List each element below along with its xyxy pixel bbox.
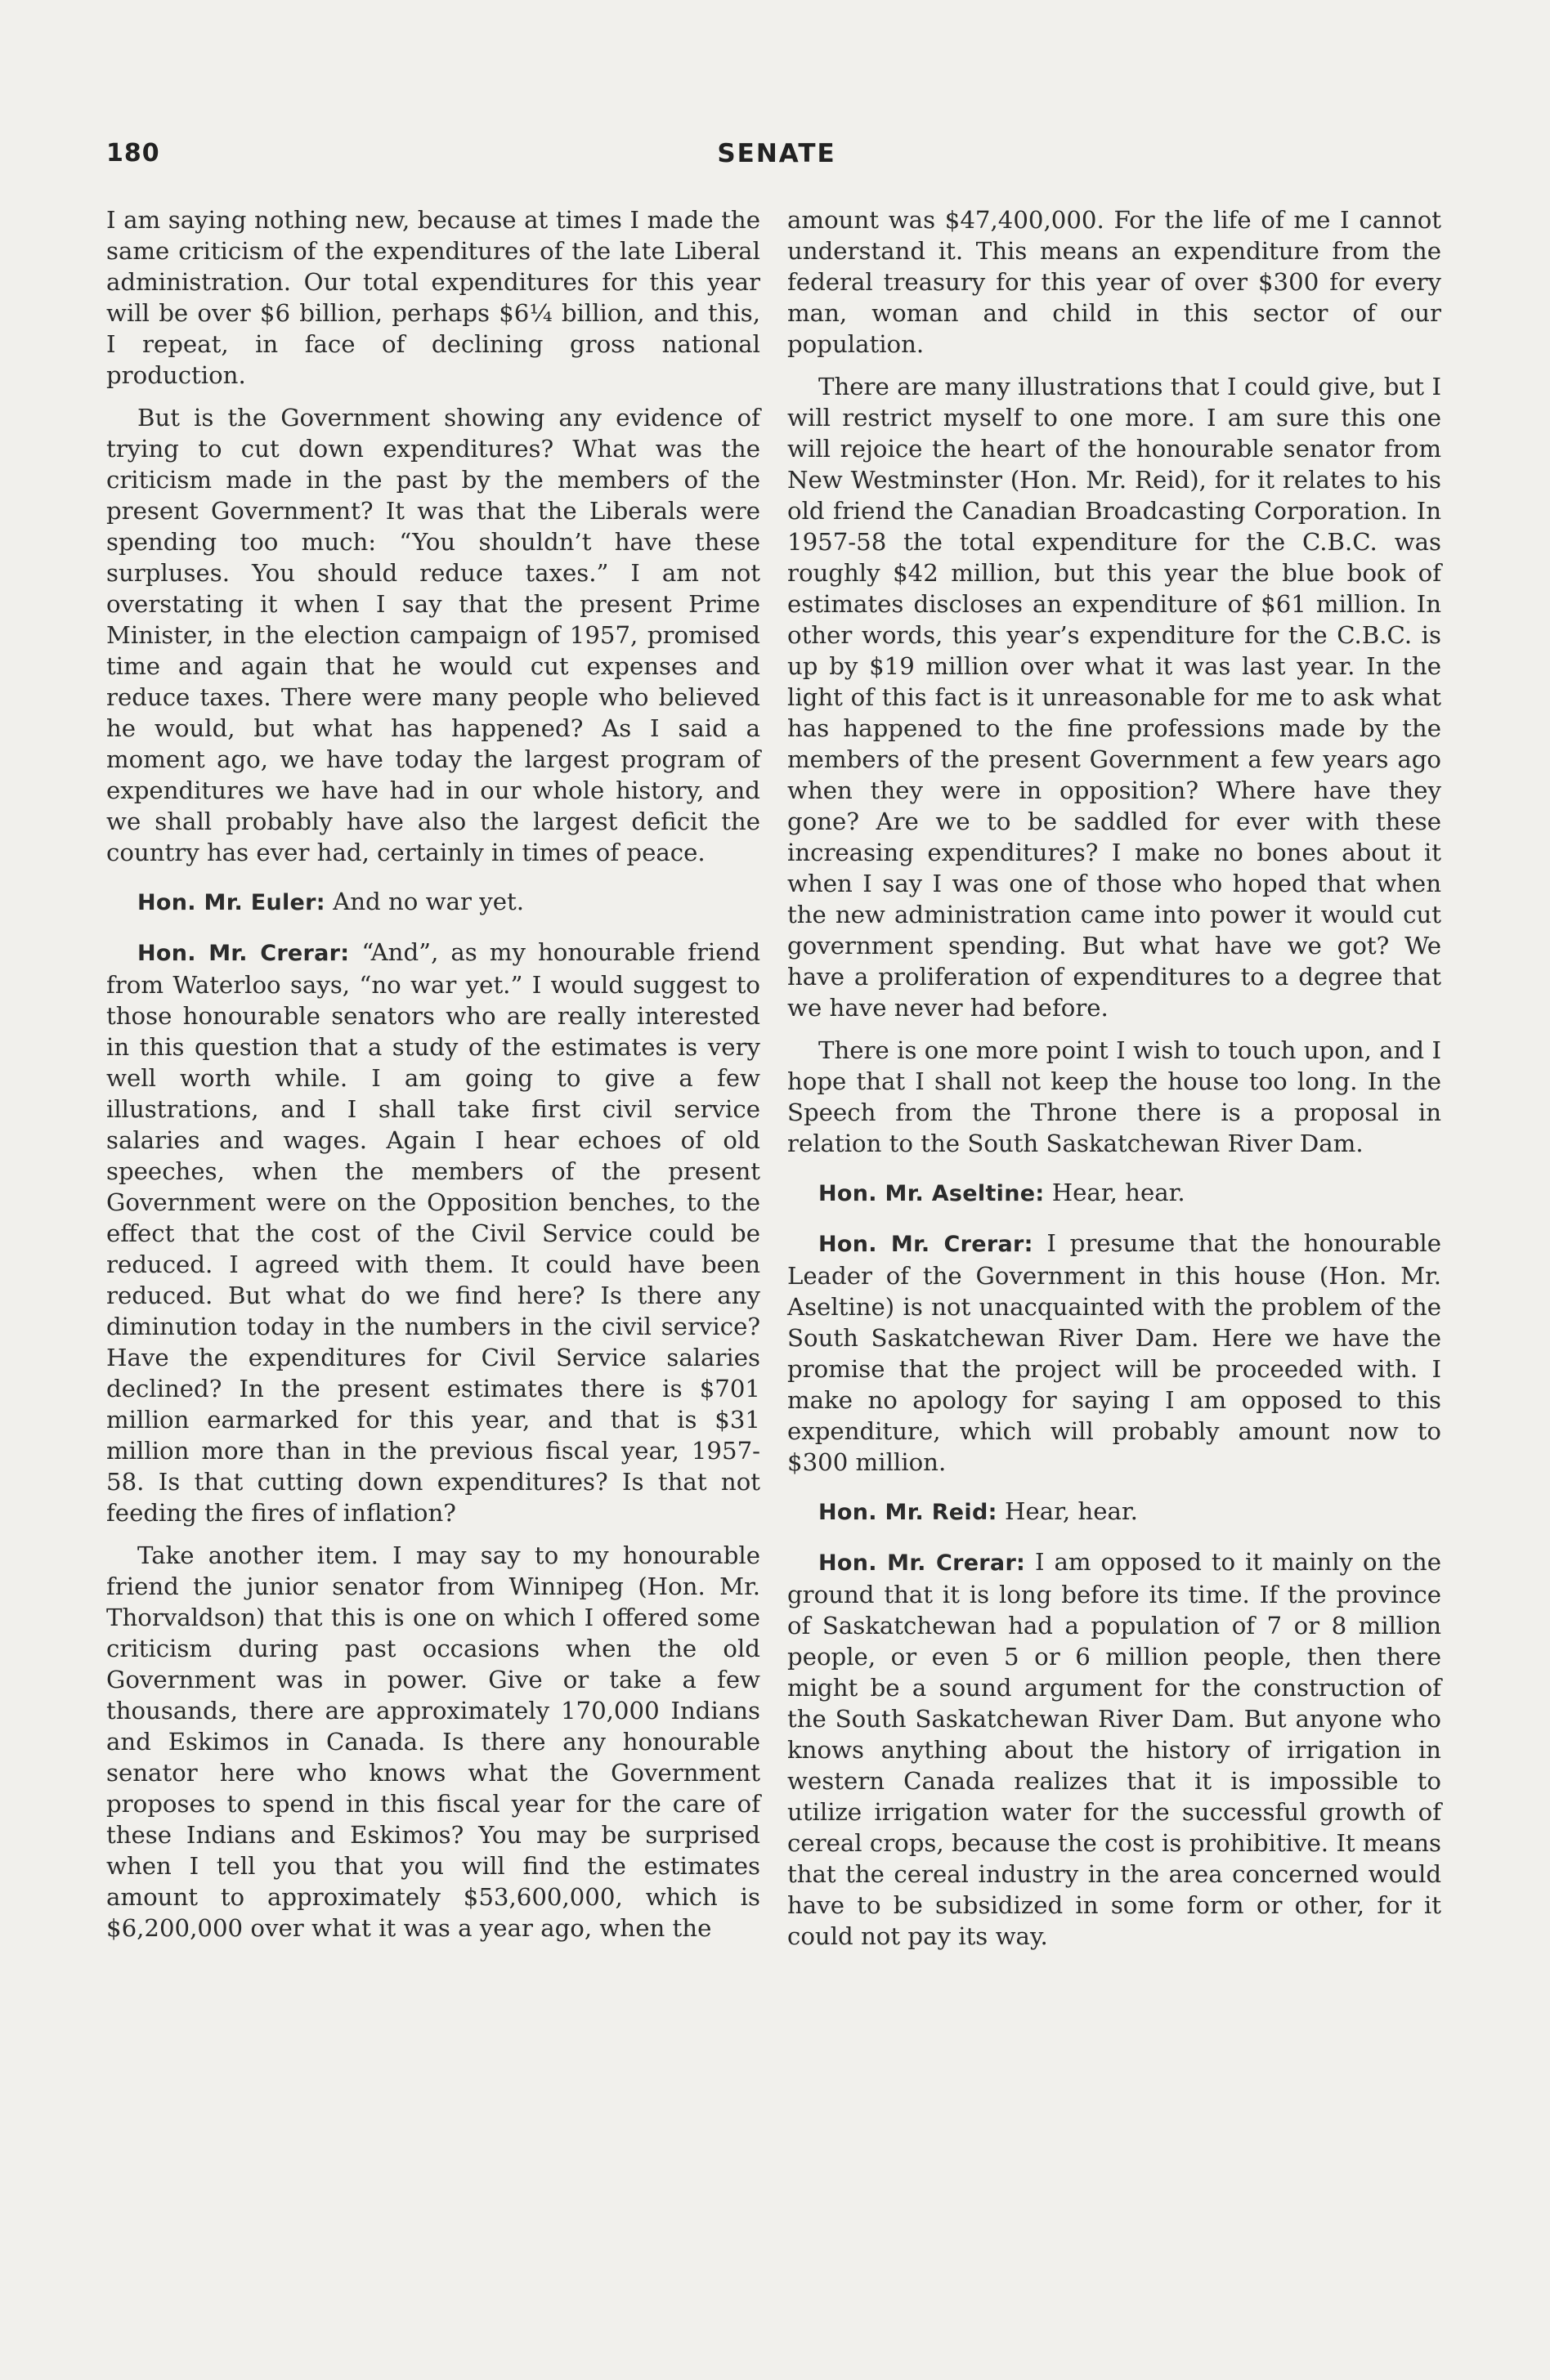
paragraph: Take another item. I may say to my honourable friend the junior senator from Winnipeg (Hon. Mr. Thorvaldson) that this is one on which I offered some criticism during past occasions when the old Government was in power. Give or take a few thousands, there are approximately 170,000 Indians and Eskimos in Canada. Is there any honourable senator here who knows what the Government proposes to spend in this fiscal year for the care of these Indians and Eskimos? You may be surprised when I tell you that you will find the estimates amount to approximately $53,600,000, which is $6,200,000 over what it was a year ago, when the (106, 1541, 760, 1942)
speech-text: And no war yet. (325, 888, 525, 915)
speaker-name: Hon. Mr. Crerar: (818, 1550, 1026, 1576)
speech-paragraph (787, 1228, 1441, 1478)
speaker-name: Hon. Mr. Aseltine: (818, 1181, 1045, 1206)
speaker-name: Hon. Mr. Crerar: (818, 1232, 1033, 1257)
speaker-name: Hon. Mr. Crerar: (137, 941, 350, 966)
page-number: 180 (106, 139, 160, 168)
speech-text: Hear, hear. (1044, 1179, 1185, 1206)
speech-text: I presume that the honourable Leader of the Government in this house (Hon. Mr. Aseltine) is not unacquainted with the problem of the South Saskatchewan River Dam. Here we have the promise that the project will be proceeded with. I make no apology for saying I am opposed to this expenditure, which will probably amount now to $300 million. (787, 1229, 1441, 1476)
speech-paragraph (106, 937, 760, 1528)
right-column (787, 204, 1441, 1963)
paragraph: amount was $47,400,000. For the life of me I cannot understand it. This means an expenditure from the federal treasury for this year of over $300 for every man, woman and child in this sector of our population. (787, 206, 1441, 358)
speech-text: Hear, hear. (997, 1497, 1138, 1525)
paragraph: There are many illustrations that I could give, but I will restrict myself to one more. I am sure this one will rejoice the heart of the honourable senator from New Westminster (Hon. Mr. Reid), for it relates to his old friend the Canadian Broadcasting Corporation. In 1957-58 the total expenditure for the C.B.C. was roughly $42 million, but this year the blue book of estimates discloses an expenditure of $61 million. In other words, this year’s expenditure for the C.B.C. is up by $19 million over what it was last year. In the light of this fact is it unreasonable for me to ask what has happened to the fine professions made by the members of the present Government a few years ago when they were in opposition? Where have they gone? Are we to be saddled for ever with these increasing expenditures? I make no bones about it when I say I was one of those who hoped that when the new administration came into power it would cut government spending. But what have we got? We have a proliferation of expenditures to a degree that we have never had before. (787, 373, 1441, 1022)
running-head: SENATE (717, 139, 836, 168)
speech-paragraph (787, 1177, 1441, 1210)
speech-paragraph (787, 1546, 1441, 1952)
left-column (106, 204, 760, 1955)
paragraph: I am saying nothing new, because at times I made the same criticism of the expenditures of the late Liberal administration. Our total expenditures for this year will be over $6 billion, perhaps $6¼ billion, and this, I repeat, in face of declining gross national production. (106, 206, 760, 389)
speech-paragraph (106, 886, 760, 919)
speech-text: “And”, as my honourable friend from Waterloo says, “no war yet.” I would suggest to those honourable senators who are really interested in this question that a study of the estimates is very well worth while. I am going to give a few illustrations, and I shall take first civil service salaries and wages. Again I hear echoes of old speeches, when the members of the present Government were on the Opposition benches, to the effect that the cost of the Civil Service could be reduced. I agreed with them. It could have been reduced. But what do we find here? Is there any diminution today in the numbers in the civil service? Have the expenditures for Civil Service salaries declined? In the present estimates there is $701 million earmarked for this year, and that is $31 million more than in the previous fiscal year, 1957-58. Is that cutting down expenditures? Is that not feeding the fires of inflation? (106, 938, 761, 1527)
paragraph: But is the Government showing any evidence of trying to cut down expenditures? What was the criticism made in the past by the members of the present Government? It was that the Liberals were spending too much: “You shouldn’t have these surpluses. You should reduce taxes.” I am not overstating it when I say that the present Prime Minister, in the election campaign of 1957, promised time and again that he would cut expenses and reduce taxes. There were many people who believed he would, but what has happened? As I said a moment ago, we have today the largest program of expenditures we have had in our whole history, and we shall probably have also the largest deficit the country has ever had, certainly in times of peace. (106, 404, 760, 866)
speech-paragraph (787, 1496, 1441, 1528)
speaker-name: Hon. Mr. Reid: (818, 1500, 997, 1525)
speech-text: I am opposed to it mainly on the ground that it is long before its time. If the province of Saskatchewan had a population of 7 or 8 million people, or even 5 or 6 million people, then there might be a sound argument for the construction of the South Saskatchewan River Dam. But anyone who knows anything about the history of irrigation in western Canada realizes that it is impossible to utilize irrigation water for the successful growth of cereal crops, because the cost is prohibitive. It means that the cereal industry in the area concerned would have to be subsidized in some form or other, for it could not pay its way. (787, 1548, 1441, 1950)
speaker-name: Hon. Mr. Euler: (137, 890, 325, 915)
page-header (106, 139, 1447, 180)
paragraph: There is one more point I wish to touch upon, and I hope that I shall not keep the house too long. In the Speech from the Throne there is a proposal in relation to the South Saskatchewan River Dam. (787, 1036, 1441, 1157)
